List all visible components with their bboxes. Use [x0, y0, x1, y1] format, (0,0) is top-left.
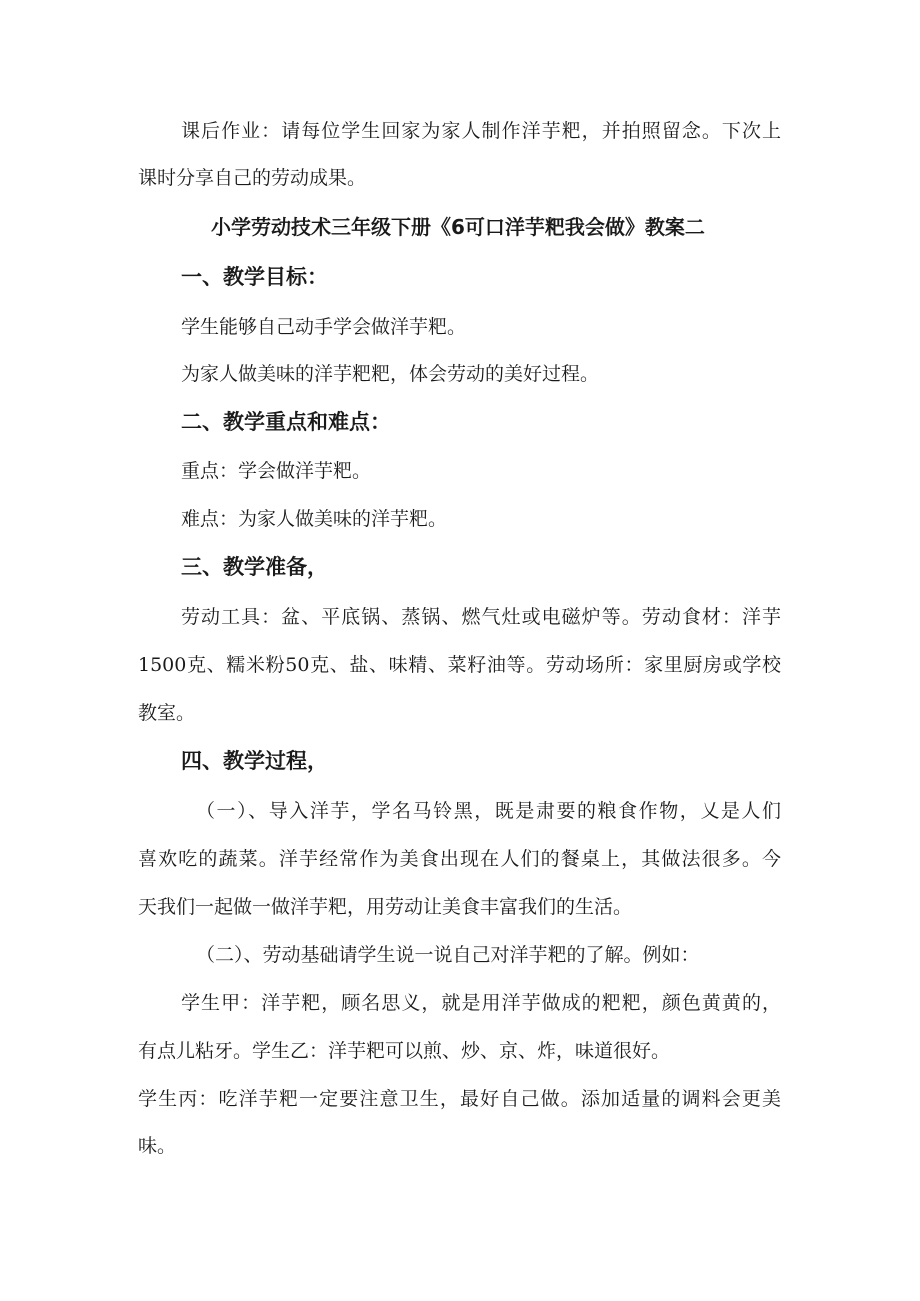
section-2-paragraph-2: 难点：为家人做美味的洋芋粑。 — [181, 508, 448, 530]
section-2-paragraph-1: 重点：学会做洋芋粑。 — [181, 460, 372, 482]
homework-line-1: 课后作业：请每位学生回家为家人制作洋芋粑，并拍照留念。下次上 — [181, 120, 781, 142]
section-3-line-3: 教室。 — [138, 702, 196, 724]
section-1-paragraph-2: 为家人做美味的洋芋粑粑，体会劳动的美好过程。 — [181, 363, 600, 385]
student-a-line-2: 有点儿粘牙。学生乙：洋芋粑可以煎、炒、京、炸，味道很好。 — [138, 1040, 671, 1062]
section-4-part-1-line-3: 天我们一起做一做洋芋粑，用劳动让美食丰富我们的生活。 — [138, 896, 633, 918]
section-4-part-2-line-1: （二）、劳动基础请学生说一说自己对洋芋粑的了解。例如： — [196, 944, 700, 966]
section-3-line-2: 1500克、糯米粉50克、盐、味精、菜籽油等。劳动场所：家里厨房或学校 — [138, 654, 781, 676]
section-2-heading: 二、教学重点和难点： — [181, 410, 391, 434]
section-4-heading: 四、教学过程， — [181, 749, 328, 773]
section-3-line-1: 劳动工具：盆、平底锅、蒸锅、燃气灶或电磁炉等。劳动食材：洋芋 — [181, 606, 781, 628]
student-a-line-1: 学生甲：洋芋粑，顾名思义，就是用洋芋做成的粑粑，颜色黄黄的， — [181, 992, 781, 1014]
section-4-part-1-line-1: （一）、导入洋芋，学名马铃黑，既是肃要的粮食作物，乂是人们 — [196, 800, 781, 822]
student-c-line-2: 味。 — [138, 1135, 177, 1157]
section-1-paragraph-1: 学生能够自己动手学会做洋芋粑。 — [181, 316, 467, 338]
homework-line-2: 课时分享自己的劳动成果。 — [138, 167, 367, 189]
student-c-line-1: 学生丙：吃洋芋粑一定要注意卫生，最好自己做。添加适量的调料会更美 — [138, 1088, 781, 1110]
document-title: 小学劳动技术三年级下册《6可口洋芋粑我会做》教案二 — [211, 215, 705, 239]
section-3-heading: 三、教学准备， — [181, 555, 328, 579]
section-4-part-1-line-2: 喜欢吃的蔬菜。洋芋经常作为美食出现在人们的餐桌上，其做法很多。今 — [138, 848, 781, 870]
section-1-heading: 一、教学目标： — [181, 265, 328, 289]
